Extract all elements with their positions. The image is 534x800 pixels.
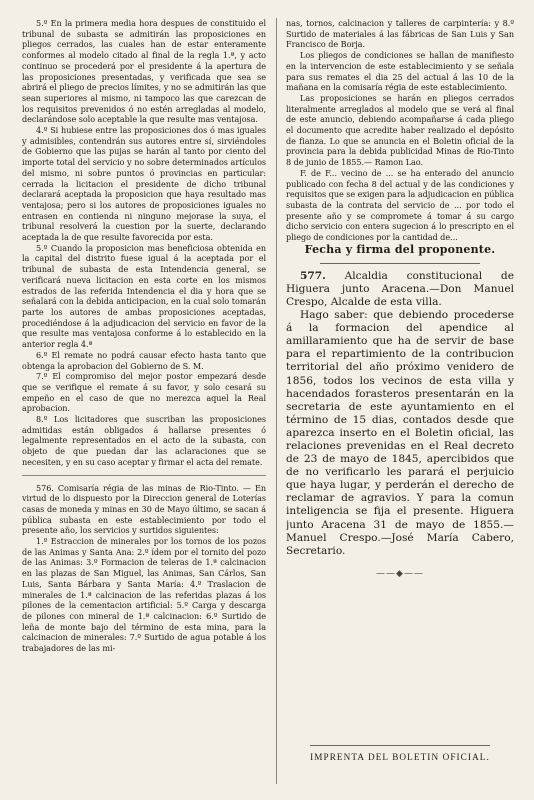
edict-title: Alcaldia constitucional de Higuera junto Aracena.—Don Manuel Crespo, Alcalde de esta villa. <box>286 269 514 308</box>
imprint-rule <box>310 745 490 746</box>
rule-6-paragraph: 6.º El remate no podrá causar efecto hasta tanto que obtenga la aprobacion del Gobierno de S. M. <box>22 349 266 371</box>
edict-577-body: Hago saber: que debiendo procederse á la formacion del apendice al amillaramiento que ha de servir de base para el repartimiento de la contribucion territorial del año próximo venidero de 1856, todos los vecinos de esta villa y hacendados forasteros presentarán en la secretaria de este ayuntamiento en el término de 15 dias, contados desde que aparezca inserto en el Boletin oficial, las relaciones prevenidas en el Real decreto de 23 de mayo de 1845, apercibidos que de no verificarlo les parará el perjuicio que haya lugar, y perderán el derecho de reclamar de agravios. Y para la comun inteligencia se fija el presente. Higuera junto Aracena 31 de mayo de 1855.—Manuel Crespo.—José María Cabero, Secretario. <box>286 309 514 557</box>
ornament-divider: ——◆—— <box>376 568 424 579</box>
notice-576-items: 1.º Estraccion de minerales por los tornos de los pozos de las Animas y Santa Ana: 2.º ídem por el tornito del pozo de las Animas: 3.º Formacion de teleras de 1.ª calcinacion en las plazas de San Miguel, las Animas, San Cárlos, San Luis, Santa Bárbara y Santa María: 4.º Traslacion de minerales de 1.ª calcinacion de las referidas plazas á los pilones de la cementacion artificial: 5.º Carga y descarga de pilones con mineral de 1.ª calcinacion: 6.º Surtido de leña de monte bajo del término de esta mina, para la calcinacion de minerales: 7.º Surtido de agua potable á los trabajadores de las mi- <box>22 536 266 654</box>
rule-4-paragraph: 4.º Si hubiese entre las proposiciones dos ó mas iguales y admisibles, contendrán sus autores entre sí, sirviéndoles de Gobierno que las pujas se harán al tanto por ciento del importe total del servicio y no sobre determinados artículos del mismo, ni sobre puntos ó provincias en particular: cerrada la licitacion el presidente de dicho tribunal declarará aceptada la proposicion que haya resultado mas ventajosa; pero si los autores de proposiciones iguales no entrasen en contienda ni ninguno mejorase la suya, el tribunal resolverá la cuestion por la suerte, declarando aceptada la de que resulte favorecida por esta. <box>22 125 266 243</box>
rule-5b-paragraph: 5.º Cuando la proposicion mas beneficiosa obtenida en la capital del distrito fuese igual á la aceptada por el tribunal de subasta de esta Intendencia general, se verificará nueva licitacion en esta corte en los mismos estrados de las referida Intendencia el dia y hora que se señalará con la debida anticipacion, en la cual solo tomarán parte los autores de ambas proposiciones aceptadas, procediéndose á la adjudicacion del servicio en favor de la que resulte mas ventajosa conforme á lo establecido en la anterior regla 4.ª <box>22 242 266 350</box>
edict-577-heading <box>286 270 514 309</box>
rule-7-paragraph: 7.º El compromiso del mejor postor empezará desde que se verifique el remate á su favor, y solo cesará su empeño en el caso de que no merezca aquel la Real aprobacion. <box>22 371 266 414</box>
edict-number: 577. <box>300 269 326 282</box>
proposals-paragraph: Las proposiciones se harán en pliegos cerrados literalmente arreglados al modelo que se verá al final de este anuncio, debiendo acompañarse á cada pliego el documento que acredite haber realizado el depósito de fianza. Lo que se anuncia en el Boletin oficial de la provincia para la debida publicidad Minas de Rio-Tinto 8 de junio de 1855.— Ramon Lao. <box>286 92 514 168</box>
model-form-paragraph: F. de F... vecino de ... se ha enterado del anuncio publicado con fecha 8 del actual y de las condiciones y requisitos que se exigen para la adjudicacion en pública subasta de la contrata del servicio de ... por todo el presente año y se compromete á tomar á su cargo dicho servicio con entera sugecion á lo prescripto en el pliego de condiciones por la cantidad de... <box>286 167 514 243</box>
left-column <box>22 18 266 794</box>
notice-576-continued: nas, tornos, calcinacion y talleres de carpintería: y 8.º Surtido de materiales á las fábricas de San Luis y San Francisco de Borja. <box>286 18 514 50</box>
notice-576-heading: 576. Comisaría régia de las minas de Rio-Tinto. — En virtud de lo dispuesto por la Direccion general de Loterías casas de moneda y minas en 30 de Mayo último, se sacan á pública subasta en este establecimiento por todo el presente año, los servicios y surtidos siguientes: <box>22 482 266 536</box>
printer-imprint: IMPRENTA DEL BOLETIN OFICIAL. <box>310 752 490 762</box>
conditions-paragraph: Los pliegos de condiciones se hallan de manifiesto en la intervencion de este establecimiento y se señala para sus remates el dia 25 del actual á las 10 de la mañana en la comisaría régia de este establecimiento. <box>286 50 514 93</box>
column-rule <box>276 18 277 784</box>
rule-5-paragraph: 5.º En la primera media hora despues de constituido el tribunal de subasta se admitirán las proposiciones en pliegos cerrados, las cuales han de estar enteramente conformes al modelo citado al final de la regla 1.ª, y acto continuo se procederá por el presidente á la apertura de las proposiciones presentadas, y verificada que sea se abrirá el pliego de precios límites, y no se admitirán las que sean superiores al mismo, ni tampoco las que carezcan de los requisitos prevenidos ó no estén arregladas al modelo, declarándose solo aceptable la que resulte mas ventajosa. <box>22 18 266 125</box>
section-divider <box>22 475 266 476</box>
proponent-signature-line: Fecha y firma del proponente. <box>304 242 496 256</box>
notice-divider <box>320 263 480 264</box>
rule-8-paragraph: 8.º Los licitadores que suscriban las proposiciones admitidas están obligados á hallarse presentes ó legalmente representados en el acto de la subasta, con objeto de que puedan dar las aclaraciones que se necesiten, y en su caso aceptar y firmar el acta del remate. <box>22 414 266 467</box>
right-column <box>286 18 514 794</box>
